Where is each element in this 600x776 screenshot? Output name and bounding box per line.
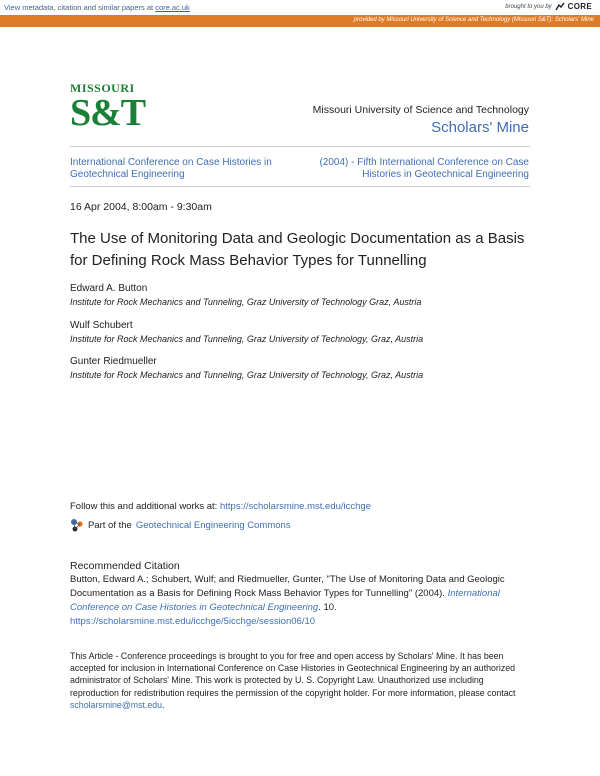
part-of-label: Part of the	[88, 519, 132, 531]
paper-title: The Use of Monitoring Data and Geologic Documentation as a Basis for Defining Rock Mass Behavior Types for Tunnelling	[70, 230, 525, 269]
author-affiliation: Institute for Rock Mechanics and Tunneling, Graz University of Technology, Graz, Austria	[70, 334, 424, 344]
university-logo	[70, 81, 146, 137]
citation-suffix: . 10.	[318, 602, 337, 613]
divider	[70, 186, 530, 187]
citation-text: Button, Edward A.; Schubert, Wulf; and Riedmueller, Gunter, "The Use of Monitoring Data and Geologic Documentation as a Basis for Defining Rock Mass Behavior Types for Tunnelling" (2004).	[70, 574, 505, 599]
core-brought	[505, 2, 592, 11]
citation-journal[interactable]: International Conference on Case Histories in Geotechnical Engineering	[70, 588, 500, 613]
core-logo-icon	[555, 2, 565, 11]
provider-bar	[0, 15, 600, 27]
core-view-label: View metadata, citation and similar papers at	[4, 3, 156, 12]
institution-name: Missouri University of Science and Technology	[312, 104, 529, 116]
repository-name[interactable]: Scholars' Mine	[431, 119, 529, 136]
author-affiliation: Institute for Rock Mechanics and Tunneling, Graz University of Technology, Graz, Austria	[70, 370, 424, 380]
core-banner	[0, 0, 600, 13]
author-name: Wulf Schubert	[70, 320, 133, 331]
network-icon	[70, 518, 84, 532]
notice-text: This Article - Conference proceedings is brought to you for free and open access by Scholars' Mine. It has been accepted for inclusion in International Conference on Case Histories in Geotechnical Engineering by an authorized administrator of Scholars' Mine. This work is protected by U. S. Copyright Law. Unauthorized use including reproduction for redistribution requires the permission of the copyright holder. For more information, please contact	[70, 651, 516, 698]
citation-url[interactable]: https://scholarsmine.mst.edu/icchge/5icchge/session06/10	[70, 616, 316, 627]
core-logo[interactable]: CORE	[567, 2, 592, 11]
follow-label: Follow this and additional works at:	[70, 501, 220, 512]
follow-line	[70, 501, 371, 512]
core-link[interactable]: core.ac.uk	[155, 3, 190, 12]
citation-body	[70, 573, 530, 629]
logo-st: S&T	[70, 92, 146, 134]
divider	[70, 146, 530, 147]
author-affiliation: Institute for Rock Mechanics and Tunneling, Graz University of Technology Graz, Austria	[70, 297, 422, 307]
logo-missouri: MISSOURI	[70, 81, 135, 95]
notice-end: .	[162, 699, 165, 710]
part-of-line	[70, 518, 291, 532]
conference-link[interactable]: International Conference on Case Histories in Geotechnical Engineering	[70, 157, 272, 180]
session-date: 16 Apr 2004, 8:00am - 9:30am	[70, 201, 212, 213]
author-name: Gunter Riedmueller	[70, 356, 157, 367]
access-notice	[70, 650, 530, 711]
conference-edition-link[interactable]: (2004) - Fifth International Conference on Case Histories in Geotechnical Engineering	[319, 157, 529, 180]
core-view-text[interactable]	[4, 3, 190, 12]
core-brought-label: brought to you by	[505, 3, 552, 10]
author-name: Edward A. Button	[70, 283, 148, 294]
contact-email-link[interactable]: scholarsmine@mst.edu	[70, 699, 163, 710]
provider-text: provided by Missouri University of Science and Technology (Missouri S&T): Scholars' Mine	[353, 17, 594, 23]
citation-heading: Recommended Citation	[70, 560, 180, 572]
commons-link[interactable]: Geotechnical Engineering Commons	[135, 519, 291, 531]
follow-link[interactable]: https://scholarsmine.mst.edu/icchge	[219, 501, 371, 512]
